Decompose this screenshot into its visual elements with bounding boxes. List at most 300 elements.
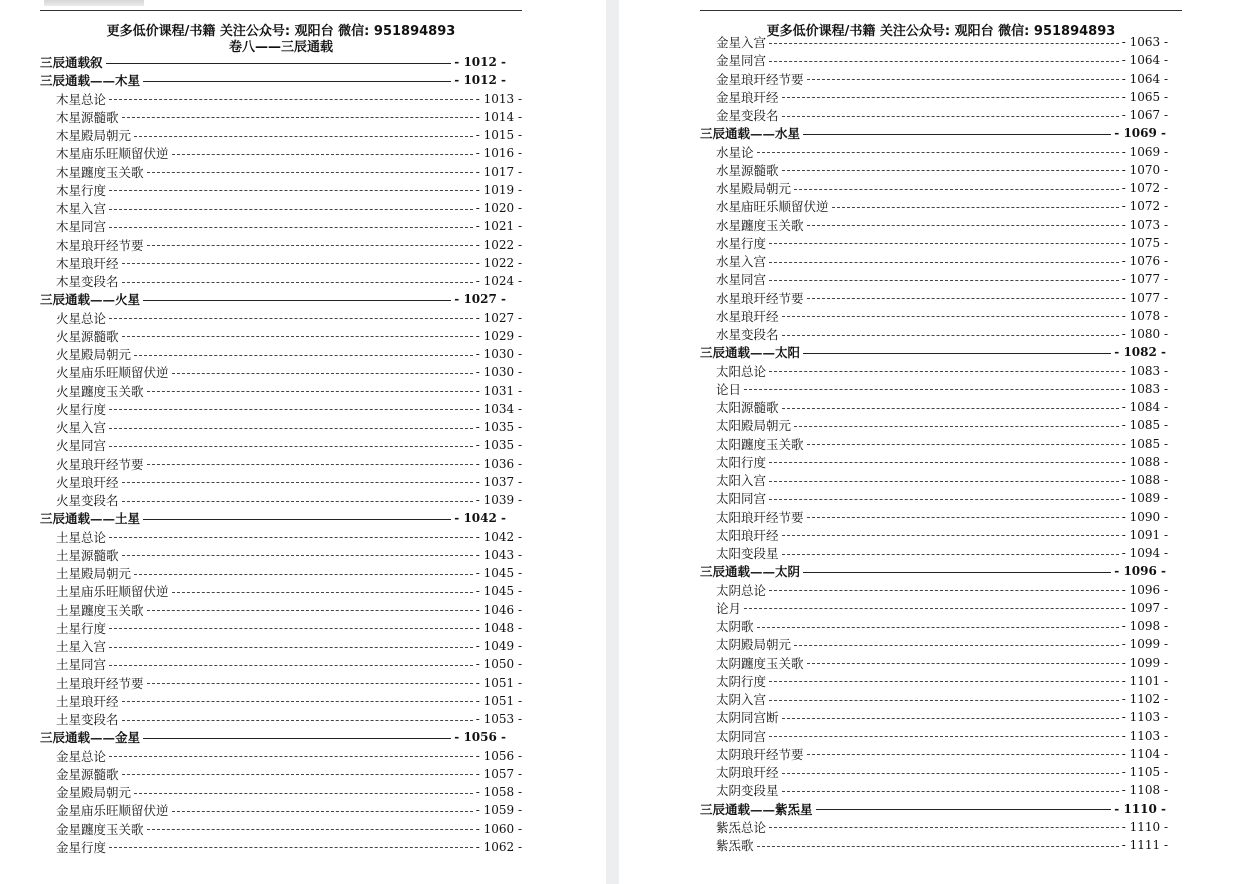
- toc-entry[interactable]: [716, 526, 1168, 544]
- dot-leader: [816, 809, 1112, 810]
- toc-entry[interactable]: [56, 710, 522, 728]
- toc-entry-title: 太阴歌: [716, 619, 754, 634]
- toc-entry-title: 木星入宫: [56, 201, 107, 216]
- toc-entry[interactable]: [56, 436, 522, 454]
- toc-page-number: - 1015 -: [475, 128, 522, 142]
- toc-entry[interactable]: [716, 161, 1168, 179]
- dot-leader: [744, 389, 1119, 390]
- dot-leader: [769, 243, 1119, 244]
- dot-leader: [782, 773, 1119, 774]
- dot-leader: [794, 426, 1119, 427]
- top-rule: [700, 10, 1182, 11]
- toc-entry[interactable]: [56, 181, 522, 199]
- toc-entry[interactable]: [56, 363, 522, 381]
- toc-entry-title: 水星变段名: [716, 327, 779, 342]
- toc-entry-title: 水星同宫: [716, 272, 767, 288]
- toc-entry-title: 三辰通载叙: [40, 55, 103, 70]
- toc-page-number: - 1063 -: [1121, 35, 1168, 49]
- toc-entry[interactable]: [56, 655, 522, 673]
- dot-leader: [769, 61, 1119, 62]
- dot-leader: [109, 446, 473, 447]
- toc-entry[interactable]: [716, 416, 1168, 434]
- toc-entry-title: 水星琅玕经: [716, 308, 779, 324]
- toc-page-number: - 1049 -: [475, 639, 522, 653]
- toc-page-number: - 1099 -: [1121, 637, 1168, 652]
- toc-entry[interactable]: [716, 672, 1168, 690]
- toc-entry-title: 土星入宫: [56, 639, 107, 654]
- toc-entry-title: 土星变段名: [56, 712, 119, 727]
- toc-page-number: - 1030 -: [475, 347, 522, 361]
- toc-entry-title: 太阴入宫: [716, 692, 767, 707]
- toc-entry-title: 木星躔度玉关歌: [56, 164, 144, 180]
- toc-page-number: - 1077 -: [1121, 272, 1168, 287]
- toc-page-number: - 1091 -: [1121, 527, 1168, 542]
- dot-leader: [147, 464, 473, 465]
- toc-entry[interactable]: [56, 144, 522, 162]
- toc-entry-title: 火星琅玕经节要: [56, 456, 144, 472]
- toc-entry[interactable]: [716, 508, 1168, 526]
- toc-entry-title: 三辰通载——金星: [40, 730, 141, 746]
- toc-entry[interactable]: [56, 163, 522, 181]
- toc-entry[interactable]: [716, 690, 1168, 708]
- toc-entry-title: 太阳变段星: [716, 546, 779, 561]
- toc-entry-title: 金星同宫: [716, 53, 767, 69]
- dot-leader: [122, 701, 473, 702]
- toc-entry-title: 木星同宫: [56, 219, 107, 235]
- toc-page-number: - 1096 -: [1121, 582, 1168, 597]
- dot-leader: [134, 574, 473, 575]
- toc-entry-title: 太阳同宫: [716, 491, 767, 507]
- toc-page-number: - 1050 -: [475, 657, 522, 672]
- toc-entry[interactable]: [716, 745, 1168, 763]
- toc-page-number: - 1069 -: [1121, 144, 1168, 159]
- toc-entry[interactable]: [56, 619, 522, 637]
- toc-page-number: - 1017 -: [475, 164, 522, 179]
- toc-entry-title: 火星躔度玉关歌: [56, 383, 144, 399]
- toc-entry-title: 太阴同宫断: [716, 710, 779, 726]
- toc-page-number: - 1062 -: [475, 839, 522, 854]
- top-rule: [40, 10, 522, 11]
- dot-leader: [807, 79, 1119, 80]
- toc-page-number: - 1060 -: [475, 821, 522, 836]
- toc-entry-title: 土星庙乐旺顺留伏逆: [56, 584, 169, 600]
- toc-entry[interactable]: [56, 637, 522, 655]
- toc-entry-title: 水星入宫: [716, 254, 767, 269]
- toc-page-number: - 1082 -: [1114, 345, 1166, 360]
- toc-entry[interactable]: [56, 90, 522, 108]
- toc-page-number: - 1016 -: [475, 146, 522, 161]
- dot-leader: [109, 537, 473, 538]
- toc-section-heading[interactable]: [40, 290, 506, 308]
- toc-entry[interactable]: [716, 252, 1168, 270]
- toc-entry[interactable]: [56, 528, 522, 546]
- toc-entry[interactable]: [716, 106, 1168, 124]
- toc-entry-title: 三辰通载——火星: [40, 292, 141, 308]
- dot-leader: [122, 774, 473, 775]
- dot-leader: [134, 136, 473, 137]
- toc-section-heading[interactable]: [700, 124, 1166, 142]
- toc-page-number: - 1088 -: [1121, 454, 1168, 469]
- toc-entry-title: 土星行度: [56, 620, 107, 636]
- toc-page-number: - 1056 -: [475, 748, 522, 763]
- dot-leader: [803, 353, 1111, 354]
- toc-page-number: - 1022 -: [475, 255, 522, 270]
- toc-entry-title: 水星论: [716, 144, 754, 160]
- dot-leader: [807, 444, 1119, 445]
- toc-page-number: - 1037 -: [475, 474, 522, 489]
- toc-entry[interactable]: [716, 836, 1168, 854]
- toc-entry[interactable]: [716, 763, 1168, 781]
- toc-page-number: - 1030 -: [475, 365, 522, 380]
- toc-page-number: - 1090 -: [1121, 509, 1168, 524]
- toc-entry[interactable]: [716, 654, 1168, 672]
- toc-page-number: - 1077 -: [1121, 290, 1168, 305]
- toc-entry[interactable]: [716, 325, 1168, 343]
- toc-entry-title: 木星变段名: [56, 274, 119, 289]
- dot-leader: [794, 645, 1119, 646]
- toc-entry-title: 论日: [716, 381, 742, 397]
- toc-entry[interactable]: [56, 582, 522, 600]
- toc-entry-title: 木星源髓歌: [56, 109, 119, 125]
- dot-leader: [807, 663, 1119, 664]
- toc-entry[interactable]: [56, 345, 522, 363]
- toc-section-heading[interactable]: [40, 53, 506, 71]
- toc-entry[interactable]: [716, 307, 1168, 325]
- toc-page-number: - 1085 -: [1121, 436, 1168, 451]
- toc-entry-title: 太阳总论: [716, 363, 767, 379]
- dot-leader: [134, 355, 473, 356]
- toc-page-number: - 1035 -: [475, 438, 522, 453]
- dot-leader: [147, 610, 473, 611]
- toc-entry-title: 金星变段名: [716, 108, 779, 123]
- toc-entry-title: 火星总论: [56, 310, 107, 326]
- toc-entry[interactable]: [716, 197, 1168, 215]
- toc-page-number: - 1070 -: [1121, 162, 1168, 177]
- toc-page-number: - 1073 -: [1121, 217, 1168, 232]
- dot-leader: [782, 170, 1119, 171]
- dot-leader: [109, 190, 473, 191]
- page-header: 更多低价课程/书籍 关注公众号: 观阳台 微信: 951894893: [106, 24, 456, 39]
- dot-leader: [769, 371, 1119, 372]
- toc-entry[interactable]: [56, 838, 522, 856]
- dot-leader: [769, 827, 1119, 828]
- toc-entry[interactable]: [56, 801, 522, 819]
- toc-entry-title: 水星行度: [716, 235, 767, 251]
- dot-leader: [807, 225, 1119, 226]
- toc-entry[interactable]: [716, 708, 1168, 726]
- toc-page-number: - 1042 -: [454, 511, 506, 526]
- dot-leader: [782, 791, 1119, 792]
- toc-entry[interactable]: [716, 179, 1168, 197]
- toc-entry[interactable]: [56, 126, 522, 144]
- toc-entry-title: 三辰通载——紫炁星: [700, 801, 813, 817]
- dot-leader: [109, 628, 473, 629]
- dot-leader: [172, 373, 473, 374]
- toc-page-number: - 1036 -: [475, 456, 522, 471]
- toc-entry-title: 土星躔度玉关歌: [56, 602, 144, 618]
- toc-entry[interactable]: [716, 489, 1168, 507]
- toc-entry[interactable]: [56, 199, 522, 217]
- volume-title: 卷八——三辰通载: [228, 40, 333, 55]
- toc-entry[interactable]: [56, 491, 522, 509]
- toc-entry[interactable]: [716, 471, 1168, 489]
- toc-entry[interactable]: [716, 270, 1168, 288]
- toc-page-number: - 1027 -: [475, 310, 522, 325]
- toc-page-number: - 1097 -: [1121, 600, 1168, 615]
- dot-leader: [757, 627, 1119, 628]
- toc-entry-title: 太阴同宫: [716, 728, 767, 744]
- dot-leader: [807, 298, 1119, 299]
- dot-leader: [769, 481, 1119, 482]
- dot-leader: [782, 97, 1119, 98]
- toc-section-heading[interactable]: [700, 800, 1166, 818]
- toc-page-number: - 1088 -: [1121, 473, 1168, 487]
- dot-leader: [782, 335, 1119, 336]
- toc-entry-title: 火星殿局朝元: [56, 347, 132, 362]
- toc-entry[interactable]: [716, 88, 1168, 106]
- dot-leader: [143, 81, 451, 82]
- toc-page-number: - 1099 -: [1121, 655, 1168, 670]
- toc-entry-title: 火星变段名: [56, 493, 119, 508]
- dot-leader: [109, 847, 473, 848]
- toc-section-heading[interactable]: [40, 728, 506, 746]
- toc-entry[interactable]: [56, 327, 522, 345]
- dot-leader: [757, 846, 1119, 847]
- toc-page-number: - 1064 -: [1121, 71, 1168, 86]
- toc-entry-title: 三辰通载——水星: [700, 126, 801, 142]
- toc-entry[interactable]: [716, 581, 1168, 599]
- dot-leader: [109, 99, 473, 100]
- toc-page-number: - 1012 -: [454, 55, 506, 69]
- toc-entry[interactable]: [716, 818, 1168, 836]
- toc-entry-title: 金星入宫: [716, 35, 767, 50]
- toc-page-number: - 1035 -: [475, 420, 522, 434]
- toc-section-heading[interactable]: [40, 509, 506, 527]
- dot-leader: [122, 555, 473, 556]
- toc-entry[interactable]: [716, 781, 1168, 799]
- toc-page-number: - 1110 -: [1114, 801, 1166, 816]
- toc-entry-title: 火星琅玕经: [56, 474, 119, 490]
- dot-leader: [143, 300, 451, 301]
- toc-page-number: - 1019 -: [475, 182, 522, 197]
- toc-entry[interactable]: [56, 400, 522, 418]
- toc-page-number: - 1094 -: [1121, 546, 1168, 560]
- toc-entry-title: 水星琅玕经节要: [716, 290, 804, 306]
- toc-entry-title: 火星同宫: [56, 438, 107, 454]
- toc-page-number: - 1102 -: [1121, 692, 1168, 706]
- toc-entry-title: 太阴琅玕经: [716, 765, 779, 780]
- dot-leader: [106, 63, 452, 64]
- dot-leader: [122, 720, 473, 721]
- toc-entry[interactable]: [56, 692, 522, 710]
- toc-entry[interactable]: [56, 747, 522, 765]
- dot-leader: [122, 501, 473, 502]
- dot-leader: [794, 189, 1119, 190]
- toc-entry-title: 金星源髓歌: [56, 766, 119, 782]
- toc-entry-title: 木星行度: [56, 182, 107, 198]
- toc-page-number: - 1076 -: [1121, 254, 1168, 268]
- toc-entry-title: 金星行度: [56, 839, 107, 855]
- toc-entry-title: 太阴躔度玉关歌: [716, 655, 804, 671]
- toc-page-number: - 1064 -: [1121, 53, 1168, 68]
- toc-page-number: - 1021 -: [475, 219, 522, 234]
- toc-page-number: - 1103 -: [1121, 710, 1168, 725]
- toc-page-number: - 1057 -: [475, 766, 522, 781]
- toc-page-number: - 1029 -: [475, 328, 522, 343]
- toc-entry[interactable]: [716, 380, 1168, 398]
- toc-page-number: - 1069 -: [1114, 126, 1166, 141]
- dot-leader: [147, 683, 473, 684]
- toc-section-heading[interactable]: [700, 562, 1166, 580]
- toc-page-number: - 1039 -: [475, 493, 522, 507]
- toc-entry[interactable]: [56, 217, 522, 235]
- toc-entry-title: 土星源髓歌: [56, 547, 119, 563]
- toc-page-number: - 1059 -: [475, 803, 522, 818]
- dot-leader: [109, 647, 473, 648]
- toc-entry[interactable]: [56, 236, 522, 254]
- toc-entry[interactable]: [716, 453, 1168, 471]
- toc-entry-title: 太阴总论: [716, 582, 767, 598]
- toc-entry[interactable]: [56, 564, 522, 582]
- toc-page-number: - 1105 -: [1121, 765, 1168, 779]
- dot-leader: [807, 517, 1119, 518]
- dot-leader: [122, 336, 473, 337]
- toc-section-heading[interactable]: [700, 343, 1166, 361]
- toc-entry[interactable]: [56, 272, 522, 290]
- toc-page-number: - 1022 -: [475, 237, 522, 252]
- toc-entry[interactable]: [716, 234, 1168, 252]
- dot-leader: [147, 829, 473, 830]
- toc-entry[interactable]: [716, 599, 1168, 617]
- toc-entry-title: 金星躔度玉关歌: [56, 821, 144, 837]
- toc-entry[interactable]: [56, 473, 522, 491]
- dot-leader: [147, 391, 473, 392]
- toc-page-number: - 1067 -: [1121, 108, 1168, 122]
- dot-leader: [147, 245, 473, 246]
- toc-entry[interactable]: [56, 309, 522, 327]
- toc-entry-title: 三辰通载——土星: [40, 511, 141, 527]
- toc-entry[interactable]: [56, 820, 522, 838]
- dot-leader: [109, 428, 473, 429]
- toc-entry[interactable]: [716, 727, 1168, 745]
- toc-entry-title: 太阳入宫: [716, 473, 767, 488]
- toc-page-number: - 1083 -: [1121, 363, 1168, 378]
- toc-entry-title: 金星庙乐旺顺留伏逆: [56, 803, 169, 819]
- toc-page-number: - 1031 -: [475, 383, 522, 398]
- toc-page-number: - 1042 -: [475, 529, 522, 544]
- toc-entry[interactable]: [716, 70, 1168, 88]
- toc-entry[interactable]: [56, 674, 522, 692]
- toc-entry-title: 木星庙乐旺顺留伏逆: [56, 146, 169, 162]
- toc-entry-title: 火星源髓歌: [56, 328, 119, 344]
- toc-entry[interactable]: [716, 33, 1168, 51]
- toc-entry-title: 水星殿局朝元: [716, 181, 792, 196]
- toc-entry[interactable]: [716, 289, 1168, 307]
- toc-entry[interactable]: [56, 783, 522, 801]
- toc-page-number: - 1058 -: [475, 785, 522, 799]
- toc-entry-title: 紫炁歌: [716, 838, 754, 853]
- dot-leader: [143, 519, 451, 520]
- toc-section-heading[interactable]: [40, 71, 506, 89]
- toc-entry-title: 三辰通载——太阴: [700, 564, 801, 580]
- toc-entry-title: 太阳源髓歌: [716, 400, 779, 415]
- toc-entry[interactable]: [716, 617, 1168, 635]
- toc-entry[interactable]: [56, 765, 522, 783]
- toc-entry-title: 太阳行度: [716, 454, 767, 470]
- toc-entry-title: 木星总论: [56, 91, 107, 107]
- toc-entry-title: 水星源髓歌: [716, 162, 779, 178]
- toc-page-number: - 1046 -: [475, 602, 522, 617]
- dot-leader: [769, 43, 1119, 44]
- dot-leader: [109, 318, 473, 319]
- toc-entry-title: 太阳躔度玉关歌: [716, 436, 804, 452]
- toc-entry[interactable]: [56, 546, 522, 564]
- toc-page-number: - 1045 -: [475, 584, 522, 599]
- dot-leader: [807, 754, 1119, 755]
- toc-entry[interactable]: [56, 601, 522, 619]
- toc-entry[interactable]: [56, 254, 522, 272]
- toc-page-number: - 1098 -: [1121, 619, 1168, 633]
- toc-entry-title: 金星总论: [56, 748, 107, 764]
- toc-page-number: - 1108 -: [1121, 783, 1168, 798]
- toc-entry-title: 太阴琅玕经节要: [716, 746, 804, 762]
- toc-entry-title: 金星殿局朝元: [56, 785, 132, 800]
- toc-entry-title: 土星同宫: [56, 657, 107, 673]
- toc-page-number: - 1034 -: [475, 401, 522, 416]
- toc-page-number: - 1014 -: [475, 109, 522, 124]
- toc-entry-title: 太阴殿局朝元: [716, 637, 792, 653]
- toc-entry[interactable]: [716, 435, 1168, 453]
- toc-page-number: - 1101 -: [1121, 673, 1168, 688]
- toc-entry-title: 土星琅玕经: [56, 693, 119, 709]
- dot-leader: [782, 718, 1119, 719]
- toc-entry[interactable]: [716, 362, 1168, 380]
- toc-entry[interactable]: [716, 544, 1168, 562]
- toc-entry[interactable]: [716, 216, 1168, 234]
- toc-page-number: - 1075 -: [1121, 235, 1168, 250]
- dot-leader: [832, 207, 1119, 208]
- dot-leader: [109, 227, 473, 228]
- dot-leader: [109, 756, 473, 757]
- toc-entry[interactable]: [56, 382, 522, 400]
- right-page: [700, 0, 1186, 884]
- toc-page-number: - 1078 -: [1121, 308, 1168, 323]
- dot-leader: [122, 263, 473, 264]
- toc-page-number: - 1051 -: [475, 675, 522, 690]
- toc-page-number: - 1048 -: [475, 620, 522, 635]
- toc-entry[interactable]: [56, 108, 522, 126]
- dot-leader: [172, 154, 473, 155]
- toc-page-number: - 1027 -: [454, 292, 506, 307]
- toc-entry[interactable]: [56, 418, 522, 436]
- toc-entry-title: 火星行度: [56, 401, 107, 417]
- scan-mark: [44, 0, 144, 6]
- toc-entry-title: 水星庙旺乐顺留伏逆: [716, 199, 829, 215]
- toc-entry-title: 木星殿局朝元: [56, 128, 132, 143]
- dot-leader: [782, 535, 1119, 536]
- toc-entry[interactable]: [716, 398, 1168, 416]
- toc-entry[interactable]: [716, 635, 1168, 653]
- dot-leader: [769, 262, 1119, 263]
- dot-leader: [803, 134, 1111, 135]
- dot-leader: [757, 152, 1119, 153]
- dot-leader: [109, 209, 473, 210]
- toc-entry[interactable]: [716, 51, 1168, 69]
- toc-entry[interactable]: [716, 143, 1168, 161]
- toc-entry-title: 火星入宫: [56, 420, 107, 435]
- toc-entry-title: 三辰通载——木星: [40, 73, 141, 89]
- toc-entry[interactable]: [56, 455, 522, 473]
